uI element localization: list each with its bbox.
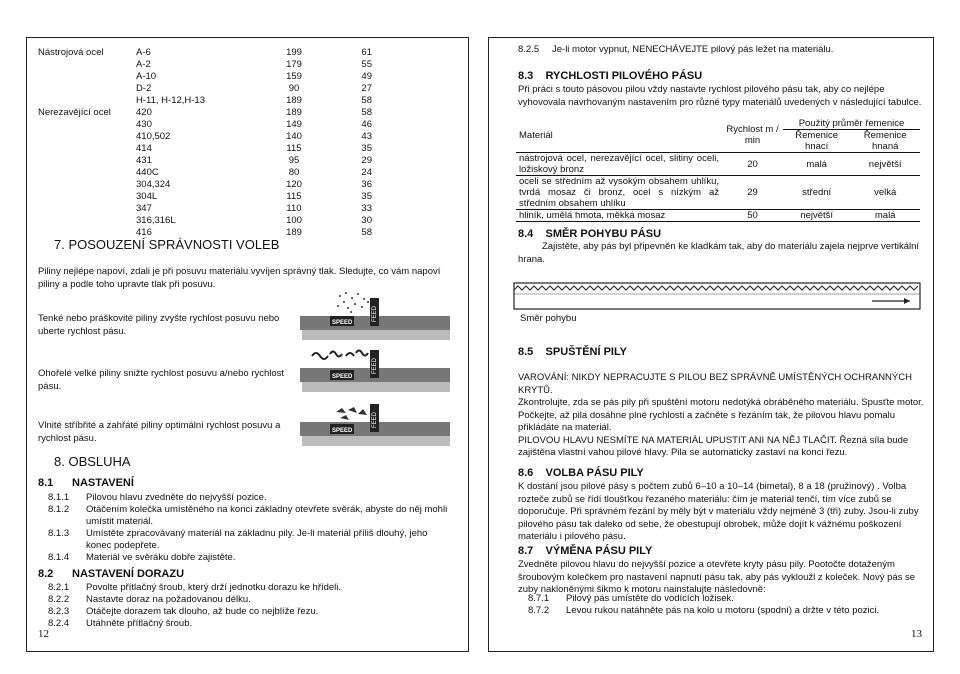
table-row	[34, 167, 376, 179]
section87-list	[528, 593, 928, 617]
table-cell: 50	[722, 210, 783, 222]
list-item-number: 8.2.2	[48, 594, 70, 605]
list-item-text: Nastavte doraz na požadovanou délku.	[86, 594, 251, 605]
table-cell: 431	[136, 155, 152, 166]
section81-title: NASTAVENÍ	[72, 477, 134, 489]
material-table	[34, 47, 376, 239]
chip-illustration-burnt	[300, 348, 460, 398]
section84-text: Zajistěte, aby pás byl připevněn ke kladkám tak, aby do materiálu zajela nejprve vertikální hrana.	[518, 241, 920, 265]
table-cell: 189	[286, 227, 302, 238]
table-row	[34, 155, 376, 167]
table-cell: 120	[286, 179, 302, 190]
chip-text-3: Vlnité stříbřité a zahřáté piliny optimální rychlost posuvu a rychlost pásu.	[38, 420, 281, 444]
list-item-number: 8.2.3	[48, 606, 70, 617]
table-cell: 420	[136, 107, 152, 118]
section86-text: K dostání jsou pilové pásy s počtem zubů 6–10 a 10–14 (bimetal), 8 a 18 (pružinový) . Volba rozteče zubů se řídí tloušťkou řezaného materiálu: čím je materiál tenčí, tím více zubů se doporučuje. Při správném řezání by měly být v materiálu vždy nejméně 3 (tři) zuby. Jsou-li zuby pilového pásu tak daleko od sebe, že obestupují obrobek, může dojít k vážnému poškození materiálu i pilového pásu.	[518, 481, 919, 542]
table-cell: A-10	[136, 71, 157, 82]
table-cell: 61	[361, 47, 372, 58]
table-cell: velká	[850, 176, 920, 210]
section8-title: 8. OBSLUHA	[54, 454, 131, 469]
list-item-text: Pilový pás umístěte do vodících ložisek.	[566, 593, 734, 604]
table-cell: 199	[286, 47, 302, 58]
section82-list	[48, 582, 448, 630]
table-cell: 46	[361, 119, 372, 130]
list-item-text: Pilovou hlavu zvedněte do nejvyšší pozice.	[86, 492, 267, 503]
list-item-number: 8.1.2	[48, 504, 70, 515]
section81-number: 8.1	[38, 477, 54, 489]
section86-title: 8.6 VOLBA PÁSU PILY	[518, 467, 644, 479]
table-row	[516, 153, 920, 176]
table-cell: hliník, umělá hmota, měkká mosaz	[516, 210, 722, 222]
list-item	[48, 504, 448, 528]
table-cell	[34, 167, 132, 179]
header-used-pulley: Použitý průměr řemenice	[783, 118, 920, 130]
feed-label-3: FEED	[372, 411, 378, 428]
table-cell	[34, 71, 132, 83]
section82-heading	[38, 568, 184, 580]
list-item-number: 8.1.4	[48, 552, 70, 563]
section825	[518, 44, 918, 57]
list-item-text: Otáčejte dorazem tak dlouho, až bude co nejblíže řezu.	[86, 606, 319, 617]
list-item	[48, 528, 448, 552]
section7-title: 7. POSOUZENÍ SPRÁVNOSTI VOLEB	[54, 237, 280, 252]
table-row	[34, 143, 376, 155]
section85-text: VAROVÁNÍ: NIKDY NEPRACUJTE S PILOU BEZ SPRÁVNĚ UMÍSTĚNÝCH OCHRANNÝCH KRYTŮ. Zkontrolujte, zda se pás pily při spuštění motoru nedotýká obráběného materiálu. Spusťte motor. Počkejte, až pila dosáhne plné rychlosti a začněte s řezáním tak, že pilovou hlavu pomalu přikládáte na materiál. PILOVOU HLAVU NESMÍTE NA MATERIÁL UPUSTIT ANI NA NĚJ TLAČIT. Řezná síla bude zajištěna vlastní vahou pilové hlavy. Pila se automaticky zastaví na konci řezu.	[518, 372, 924, 458]
list-item	[48, 552, 448, 564]
table-row	[34, 95, 376, 107]
section825-text: Je-li motor vypnut, NENECHÁVEJTE pilový pás ležet na materiálu.	[552, 44, 834, 55]
table-cell: 430	[136, 119, 152, 130]
table-cell: 80	[288, 167, 300, 178]
blade-speed-table	[516, 118, 920, 222]
table-cell: 149	[286, 119, 302, 130]
table-cell: malá	[850, 210, 920, 222]
table-cell	[34, 143, 132, 155]
list-item-text: Otáčením kolečka umístěného na konci základny otevřete svěrák, abyste do něj mohli umístit materiál.	[86, 504, 448, 527]
table-cell: 140	[286, 131, 302, 142]
chip-text-1: Tenké nebo práškovité piliny zvyšte rychlost posuvu nebo uberte rychlost pásu.	[38, 313, 280, 337]
table-row	[34, 191, 376, 203]
section81-heading	[38, 477, 134, 489]
table-cell	[34, 155, 132, 167]
section82-title: NASTAVENÍ DORAZU	[72, 568, 185, 580]
list-item-number: 8.2.4	[48, 618, 70, 629]
table-cell: 35	[361, 143, 372, 154]
list-item	[48, 618, 448, 630]
table-cell: 29	[722, 176, 783, 210]
table-cell: Nerezavějící ocel	[38, 107, 111, 118]
table-row	[516, 210, 920, 222]
section82-number: 8.2	[38, 568, 54, 580]
list-item-text: Utáhněte přítlačný šroub.	[86, 618, 193, 629]
table-row	[34, 131, 376, 143]
list-item-text: Materiál ve svěráku dobře zajistěte.	[86, 552, 236, 563]
table-cell: 55	[361, 59, 372, 70]
saw-blade-illustration	[512, 281, 924, 311]
header-driven-pulley: Řemenice hnaná	[863, 130, 907, 152]
speed-label-2: SPEED	[332, 374, 353, 380]
table-cell: 43	[361, 131, 372, 142]
table-cell: 416	[136, 227, 152, 238]
table-cell: 115	[286, 143, 302, 154]
blade-direction-label: Směr pohybu	[520, 313, 577, 324]
table-cell: 90	[288, 83, 300, 94]
speed-label-1: SPEED	[332, 320, 353, 326]
table-cell	[34, 215, 132, 227]
table-cell: 304L	[136, 191, 158, 202]
table-cell: 410,502	[136, 131, 171, 142]
table-cell: Nástrojová ocel	[38, 47, 104, 58]
table-cell: D-2	[136, 83, 152, 94]
table-cell: největší	[783, 210, 850, 222]
table-cell: 440C	[136, 167, 159, 178]
chip-illustration-optimal	[300, 400, 460, 450]
table-cell: 110	[286, 203, 302, 214]
section84-title: 8.4 SMĚR POHYBU PÁSU	[518, 228, 662, 240]
table-cell: 347	[136, 203, 152, 214]
chip-illustration-fine	[300, 288, 460, 346]
table-cell: 95	[288, 155, 300, 166]
list-item	[48, 594, 448, 606]
table-cell: A-6	[136, 47, 151, 58]
list-item	[48, 606, 448, 618]
section87-text: Zvedněte pilovou hlavu do nejvyšší pozice a otevřete kryty pásu pily. Pootočte dotaženým šroubovým kolečkem pro nastavení napnutí pásu tak, aby pás vykloužl z koleček. Nový pás se zuby nakloněnými šikmo k motoru nainstalujte následovně:	[518, 559, 916, 595]
table-cell: střední	[783, 176, 850, 210]
header-drive-pulley: Řemenice hnací	[795, 130, 839, 152]
list-item-number: 8.7.2	[528, 605, 550, 616]
list-item	[48, 492, 448, 504]
table-cell: 115	[286, 191, 302, 202]
table-cell: 100	[286, 215, 302, 226]
section83-text: Při práci s touto pásovou pilou vždy nastavte rychlost pilového pásu tak, aby co nejlépe vyhovovala navrhovaným nastavením pro různé typy materiálů uvedených v následující tabulce.	[518, 84, 922, 108]
table-cell	[34, 59, 132, 71]
table-cell	[34, 119, 132, 131]
table-cell: 189	[286, 95, 302, 106]
section85-title: 8.5 SPUŠTĚNÍ PILY	[518, 346, 628, 358]
list-item-number: 8.1.3	[48, 528, 70, 539]
table-cell: 179	[286, 59, 302, 70]
table-row	[516, 176, 920, 210]
table-row	[34, 203, 376, 215]
table-cell	[34, 179, 132, 191]
list-item-number: 8.1.1	[48, 492, 70, 503]
table-row	[34, 179, 376, 191]
table-cell	[34, 203, 132, 215]
table-row	[34, 71, 376, 83]
table-cell: 20	[722, 153, 783, 176]
table-row	[34, 59, 376, 71]
table-cell: 49	[361, 71, 372, 82]
table-cell: A-2	[136, 59, 151, 70]
table-cell	[34, 83, 132, 95]
table-row	[34, 119, 376, 131]
table-cell	[34, 191, 132, 203]
header-speed: Rychlost m / min	[726, 124, 779, 146]
table-row	[34, 83, 376, 95]
section87-title: 8.7 VÝMĚNA PÁSU PILY	[518, 545, 653, 557]
table-cell: 316,316L	[136, 215, 176, 226]
list-item-number: 8.7.1	[528, 593, 550, 604]
table-cell: 159	[286, 71, 302, 82]
table-cell: 27	[361, 83, 372, 94]
table-cell: H-11, H-12,H-13	[136, 95, 205, 106]
table-cell: 33	[361, 203, 372, 214]
section83-title: 8.3 RYCHLOSTI PILOVÉHO PÁSU	[518, 70, 703, 82]
list-item-number: 8.2.1	[48, 582, 70, 593]
table-cell	[34, 131, 132, 143]
table-cell: 29	[361, 155, 372, 166]
table-row	[34, 107, 376, 119]
section7-text: Piliny nejlépe napoví, zdali je při posuvu materiálu vyvíjen správný tlak. Sledujte, co vám napoví piliny a podle toho upravte tlak při posuvu.	[38, 266, 441, 290]
list-item	[528, 593, 928, 605]
feed-label-2: FEED	[372, 357, 378, 374]
list-item-text: Umístěte zpracovávaný materiál na základnu pily. Je-li materiál příliš dlouhý, jeho konec podepřete.	[86, 528, 428, 551]
page-number-left: 12	[38, 628, 49, 640]
section825-number: 8.2.5	[518, 44, 540, 55]
table-cell: 189	[286, 107, 302, 118]
table-cell: 35	[361, 191, 372, 202]
table-row	[34, 47, 376, 59]
list-item	[528, 605, 928, 617]
table-cell: nástrojová ocel, nerezavějící ocel, slitiny oceli, ložiskový bronz	[516, 153, 722, 176]
list-item	[48, 582, 448, 594]
header-material: Materiál	[519, 129, 553, 141]
speed-label-3: SPEED	[332, 428, 353, 434]
table-cell: 414	[136, 143, 152, 154]
table-cell: oceli se středním až vysokým obsahem uhlíku, tvrdá mosaz či bronz, ocel s nízkým až středním obsahem uhlíku	[516, 176, 722, 210]
page-number-right: 13	[911, 628, 922, 640]
table-cell: 24	[361, 167, 372, 178]
table-cell: malá	[783, 153, 850, 176]
section81-list	[48, 492, 448, 564]
chip-text-2: Ohořelé velké piliny snižte rychlost posuvu a/nebo rychlost pásu.	[38, 368, 285, 392]
table-cell: 58	[361, 107, 372, 118]
list-item-text: Levou rukou natáhněte pás na kolo u motoru (spodní) a držte v této pozici.	[566, 605, 880, 616]
table-cell: 30	[361, 215, 372, 226]
table-cell: největší	[850, 153, 920, 176]
table-cell: 58	[361, 227, 372, 238]
table-cell: 304,324	[136, 179, 171, 190]
table-cell: 36	[361, 179, 372, 190]
table-row	[34, 215, 376, 227]
table-cell	[34, 95, 132, 107]
feed-label-1: FEED	[372, 305, 378, 322]
table-cell: 58	[361, 95, 372, 106]
list-item-text: Povolte přítlačný šroub, který drží jednotku dorazu ke hřídeli.	[86, 582, 342, 593]
